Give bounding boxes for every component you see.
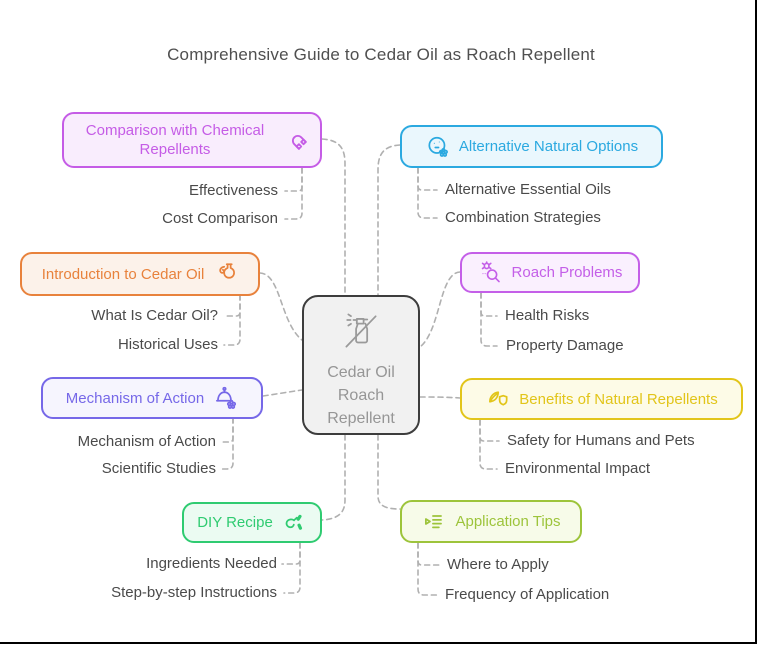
node-diy[interactable]: [182, 502, 322, 543]
subtopic-step-by-step-instructions[interactable]: Step-by-step Instructions: [111, 584, 277, 601]
subtopic-what-is-cedar-oil[interactable]: What Is Cedar Oil?: [91, 307, 218, 324]
subtopic-combination-strategies[interactable]: Combination Strategies: [445, 209, 601, 226]
window-bottom-border: [0, 642, 757, 644]
node-introduction-label: Introduction to Cedar Oil: [41, 265, 205, 283]
crossed-spray-bottle-icon: [338, 297, 384, 360]
mixing-tool-pills-icon: [281, 510, 307, 536]
magnet-icon: [284, 127, 310, 153]
subtopic-alternative-essential-oils[interactable]: Alternative Essential Oils: [445, 181, 611, 198]
subtopic-where-to-apply[interactable]: Where to Apply: [447, 556, 549, 573]
globe-flower-icon: [425, 134, 451, 160]
subtopic-scientific-studies[interactable]: Scientific Studies: [101, 460, 216, 477]
center-label-line1: Cedar Oil: [327, 364, 395, 381]
subtopic-health-risks[interactable]: Health Risks: [505, 307, 590, 324]
flask-flower-icon: [212, 385, 238, 411]
leaf-shield-icon: [485, 386, 511, 412]
play-list-icon: [421, 509, 447, 535]
subtopic-cost-comparison[interactable]: Cost Comparison: [162, 210, 278, 227]
node-benefits-label: Benefits of Natural Repellents: [519, 390, 718, 408]
node-diy-label: DIY Recipe: [197, 514, 273, 531]
node-benefits[interactable]: [460, 378, 743, 420]
node-mechanism-label: Mechanism of Action: [65, 389, 205, 407]
node-mechanism[interactable]: [41, 377, 263, 419]
page-title: Comprehensive Guide to Cedar Oil as Roach Repellent: [167, 45, 595, 64]
center-label-line3: Repellent: [327, 410, 395, 427]
window-right-border: [755, 0, 757, 644]
subtopic-effectiveness[interactable]: Effectiveness: [189, 182, 278, 199]
subtopic-mechanism-of-action[interactable]: Mechanism of Action: [77, 433, 216, 450]
bug-magnifier-icon: [478, 260, 504, 286]
subtopic-environmental-impact[interactable]: Environmental Impact: [505, 460, 651, 477]
subtopic-historical-uses[interactable]: Historical Uses: [117, 336, 218, 353]
oil-flask-swirl-icon: [212, 261, 238, 287]
node-application-label: Application Tips: [455, 513, 561, 530]
node-alternative[interactable]: [400, 125, 663, 168]
subtopic-safety-for-humans-and-pets[interactable]: Safety for Humans and Pets: [507, 432, 695, 449]
node-alternative-label: Alternative Natural Options: [458, 138, 639, 155]
node-comparison-label: Comparison with Chemical Repellents: [85, 122, 265, 158]
node-comparison[interactable]: [62, 112, 322, 168]
node-roach[interactable]: [460, 252, 640, 293]
subtopic-property-damage[interactable]: Property Damage: [506, 337, 624, 354]
center-node-cedar-oil-roach-repellent[interactable]: [302, 295, 420, 435]
node-application[interactable]: [400, 500, 582, 543]
node-roach-label: Roach Problems: [511, 264, 623, 281]
subtopic-frequency-of-application[interactable]: Frequency of Application: [445, 586, 610, 603]
node-introduction[interactable]: [20, 252, 260, 296]
subtopic-ingredients-needed[interactable]: Ingredients Needed: [146, 555, 277, 572]
center-label-line2: Roach: [337, 387, 385, 404]
